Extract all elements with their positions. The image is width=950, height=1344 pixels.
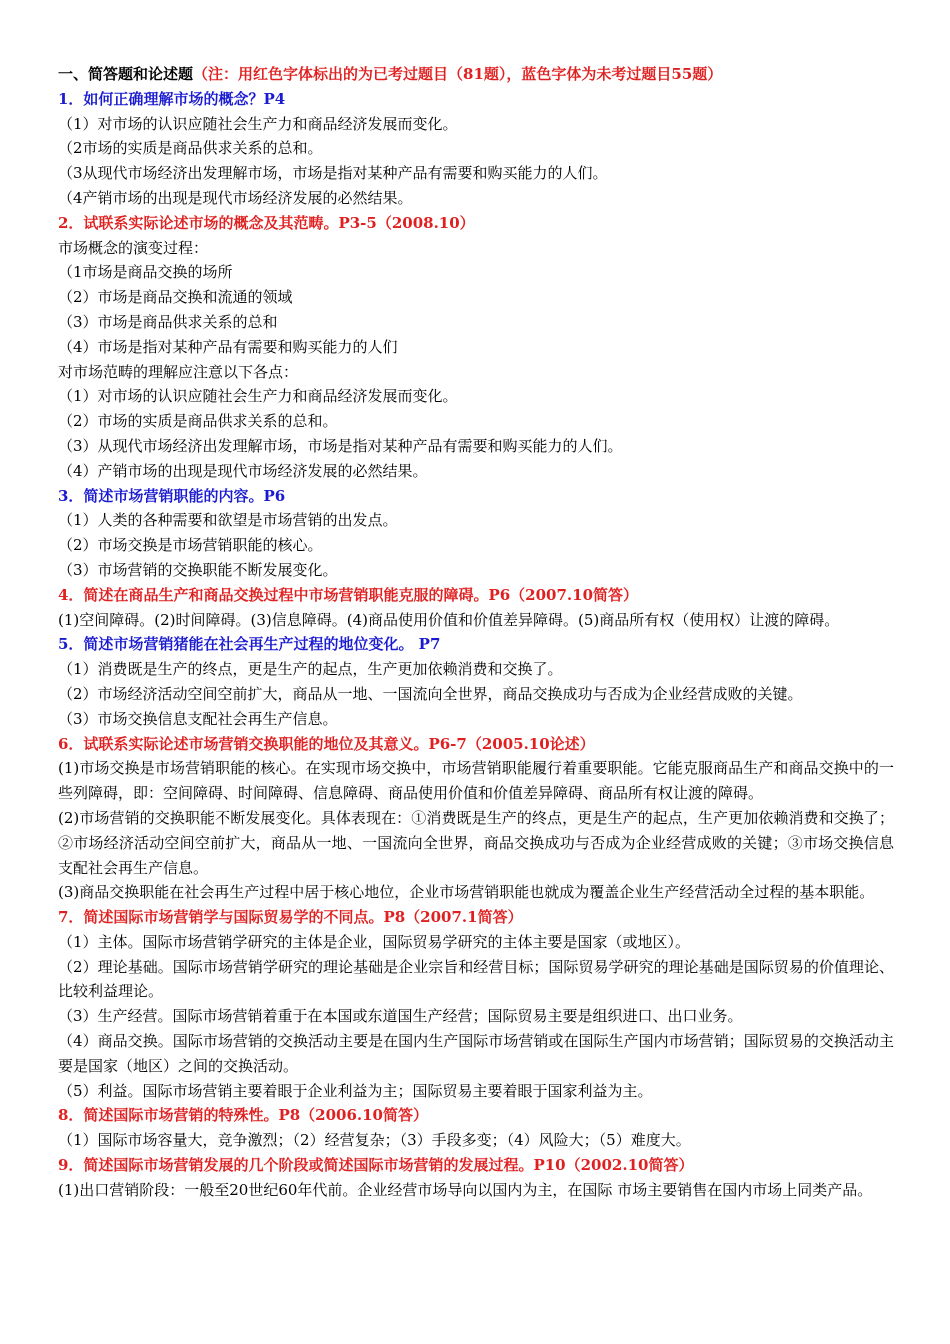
answer-paragraph: （2）市场是商品交换和流通的领域	[58, 288, 293, 307]
answer-paragraph: （1）主体。国际市场营销学研究的主体是企业，国际贸易学研究的主体主要是国家（或地区）。	[58, 932, 691, 951]
section-heading	[58, 62, 894, 87]
question-heading: 6．试联系实际论述市场营销交换职能的地位及其意义。P6-7（2005.10论述）	[58, 734, 595, 753]
section-title: 一、简答题和论述题	[58, 65, 194, 83]
answer-paragraph: （2）市场经济活动空间空前扩大，商品从一地、一国流向全世界，商品交换成功与否成为企业经营成败的关键。	[58, 684, 803, 703]
answer-paragraph: （4）商品交换。国际市场营销的交换活动主要是在国内生产国际市场营销或在国际生产国内市场营销；国际贸易的交换活动主要是国家（地区）之间的交换活动。	[58, 1032, 894, 1075]
answer-paragraph: 市场概念的演变过程：	[58, 238, 209, 257]
answer-paragraph: （4）产销市场的出现是现代市场经济发展的必然结果。	[58, 461, 428, 480]
answer-paragraph: （1）人类的各种需要和欲望是市场营销的出发点。	[58, 511, 398, 530]
answer-paragraph: (2)市场营销的交换职能不断发展变化。具体表现在：①消费既是生产的终点，更是生产的起点，生产更加依赖消费和交换了；②市场经济活动空间空前扩大，商品从一地、一国流向全世界，商品交换成功与否成为企业经营成败的关键；③市场交换信息支配社会再生产信息。	[58, 808, 894, 877]
question-heading: 9．简述国际市场营销发展的几个阶段或简述国际市场营销的发展过程。P10（2002.10简答）	[58, 1156, 694, 1175]
answer-paragraph: （3从现代市场经济出发理解市场，市场是指对某种产品有需要和购买能力的人们。	[58, 164, 608, 183]
answer-paragraph: 对市场范畴的理解应注意以下各点：	[58, 362, 299, 381]
answer-paragraph: （4产销市场的出现是现代市场经济发展的必然结果。	[58, 188, 413, 207]
answer-paragraph: (1)市场交换是市场营销职能的核心。在实现市场交换中，市场营销职能履行着重要职能。它能克服商品生产和商品交换中的一些列障碍，即：空间障碍、时间障碍、信息障碍、商品使用价值和价值差异障碍、商品所有权让渡的障碍。	[58, 759, 894, 803]
answer-paragraph: （1）国际市场容量大，竞争激烈；（2）经营复杂；（3）手段多变；（4）风险大；（5）难度大。	[58, 1131, 691, 1150]
answer-paragraph: （1）对市场的认识应随社会生产力和商品经济发展而变化。	[58, 387, 458, 406]
question-heading: 5．简述市场营销猪能在社会再生产过程的地位变化。 P7	[58, 635, 441, 654]
question-heading: 7．简述国际市场营销学与国际贸易学的不同点。P8（2007.1简答）	[58, 908, 523, 927]
answer-paragraph: （1）消费既是生产的终点，更是生产的起点，生产更加依赖消费和交换了。	[58, 660, 563, 679]
answer-paragraph: （4）市场是指对某种产品有需要和购买能力的人们	[58, 337, 398, 356]
question-heading: 2．试联系实际论述市场的概念及其范畴。P3-5（2008.10）	[58, 213, 475, 232]
question-heading: 8．简述国际市场营销的特殊性。P8（2006.10简答）	[58, 1106, 428, 1125]
answer-paragraph: （2）市场的实质是商品供求关系的总和。	[58, 412, 338, 431]
answer-paragraph: （1市场是商品交换的场所	[58, 263, 233, 282]
question-heading: 3．简述市场营销职能的内容。P6	[58, 486, 286, 505]
section-note: （注：用红色字体标出的为已考过题目（81题），蓝色字体为未考过题目55题）	[193, 65, 723, 83]
answer-paragraph: （2市场的实质是商品供求关系的总和。	[58, 139, 323, 158]
answer-paragraph: （3）市场交换信息支配社会再生产信息。	[58, 709, 338, 728]
answer-paragraph: （2）市场交换是市场营销职能的核心。	[58, 536, 323, 555]
question-heading: 4．简述在商品生产和商品交换过程中市场营销职能克服的障碍。P6（2007.10简答）	[58, 585, 639, 604]
question-heading: 1．如何正确理解市场的概念？P4	[58, 89, 286, 108]
answer-paragraph: （3）从现代市场经济出发理解市场，市场是指对某种产品有需要和购买能力的人们。	[58, 436, 623, 455]
answer-paragraph: (3)商品交换职能在社会再生产过程中居于核心地位，企业市场营销职能也就成为覆盖企业生产经营活动全过程的基本职能。	[58, 883, 875, 902]
answer-paragraph: （1）对市场的认识应随社会生产力和商品经济发展而变化。	[58, 114, 458, 133]
document-body	[58, 87, 894, 1203]
answer-paragraph: （2）理论基础。国际市场营销学研究的理论基础是企业宗旨和经营目标；国际贸易学研究的理论基础是国际贸易的价值理论、比较利益理论。	[58, 957, 894, 1001]
answer-paragraph: （3）生产经营。国际市场营销着重于在本国或东道国生产经营；国际贸易主要是组织进口、出口业务。	[58, 1007, 743, 1026]
answer-paragraph: (1)空间障碍。(2)时间障碍。(3)信息障碍。(4)商品使用价值和价值差异障碍。(5)商品所有权（使用权）让渡的障碍。	[58, 610, 840, 629]
answer-paragraph: （5）利益。国际市场营销主要着眼于企业利益为主；国际贸易主要着眼于国家利益为主。	[58, 1081, 653, 1100]
answer-paragraph: (1)出口营销阶段：一般至20世纪60年代前。企业经营市场导向以国内为主，在国际 市场主要销售在国内市场上同类产品。	[58, 1180, 873, 1199]
answer-paragraph: （3）市场营销的交换职能不断发展变化。	[58, 560, 338, 579]
answer-paragraph: （3）市场是商品供求关系的总和	[58, 312, 278, 331]
